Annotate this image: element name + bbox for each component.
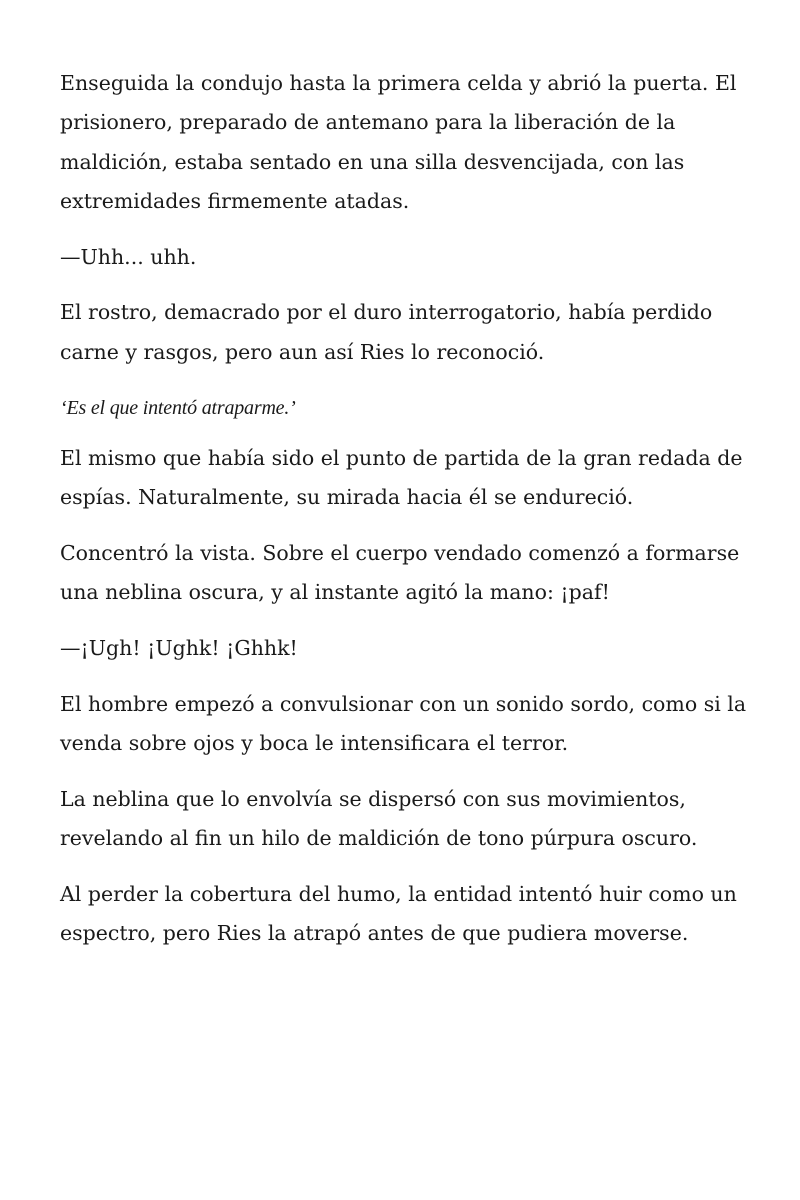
paragraph: Concentró la vista. Sobre el cuerpo vendado comenzó a formarse una neblina oscura, y al instante agitó la mano: ¡paf! xyxy=(60,540,740,604)
paragraph: El hombre empezó a convulsionar con un sonido sordo, como si la venda sobre ojos y boca le intensificara el terror. xyxy=(60,691,747,755)
paragraph: Enseguida la condujo hasta la primera celda y abrió la puerta. El prisionero, preparado de antemano para la liberación de la maldición, estaba sentado en una silla desvencijada, con las extremidades firmemente atadas. xyxy=(60,71,737,213)
paragraph: La neblina que lo envolvía se dispersó con sus movimientos, revelando al fin un hilo de maldición de tono púrpura oscuro. xyxy=(60,786,698,850)
dialogue-line: —Uhh... uhh. xyxy=(60,244,197,269)
dialogue-line: —¡Ugh! ¡Ughk! ¡Ghhk! xyxy=(60,635,298,660)
inner-thought: ‘Es el que intentó atraparme.’ xyxy=(60,396,296,419)
paragraph: Al perder la cobertura del humo, la entidad intentó huir como un espectro, pero Ries la atrapó antes de que pudiera moverse. xyxy=(60,881,737,946)
text-body xyxy=(60,64,750,970)
paragraph: El mismo que había sido el punto de partida de la gran redada de espías. Naturalmente, su mirada hacia él se endureció. xyxy=(60,445,743,509)
paragraph: El rostro, demacrado por el duro interrogatorio, había perdido carne y rasgos, pero aun así Ries lo reconoció. xyxy=(60,300,713,364)
